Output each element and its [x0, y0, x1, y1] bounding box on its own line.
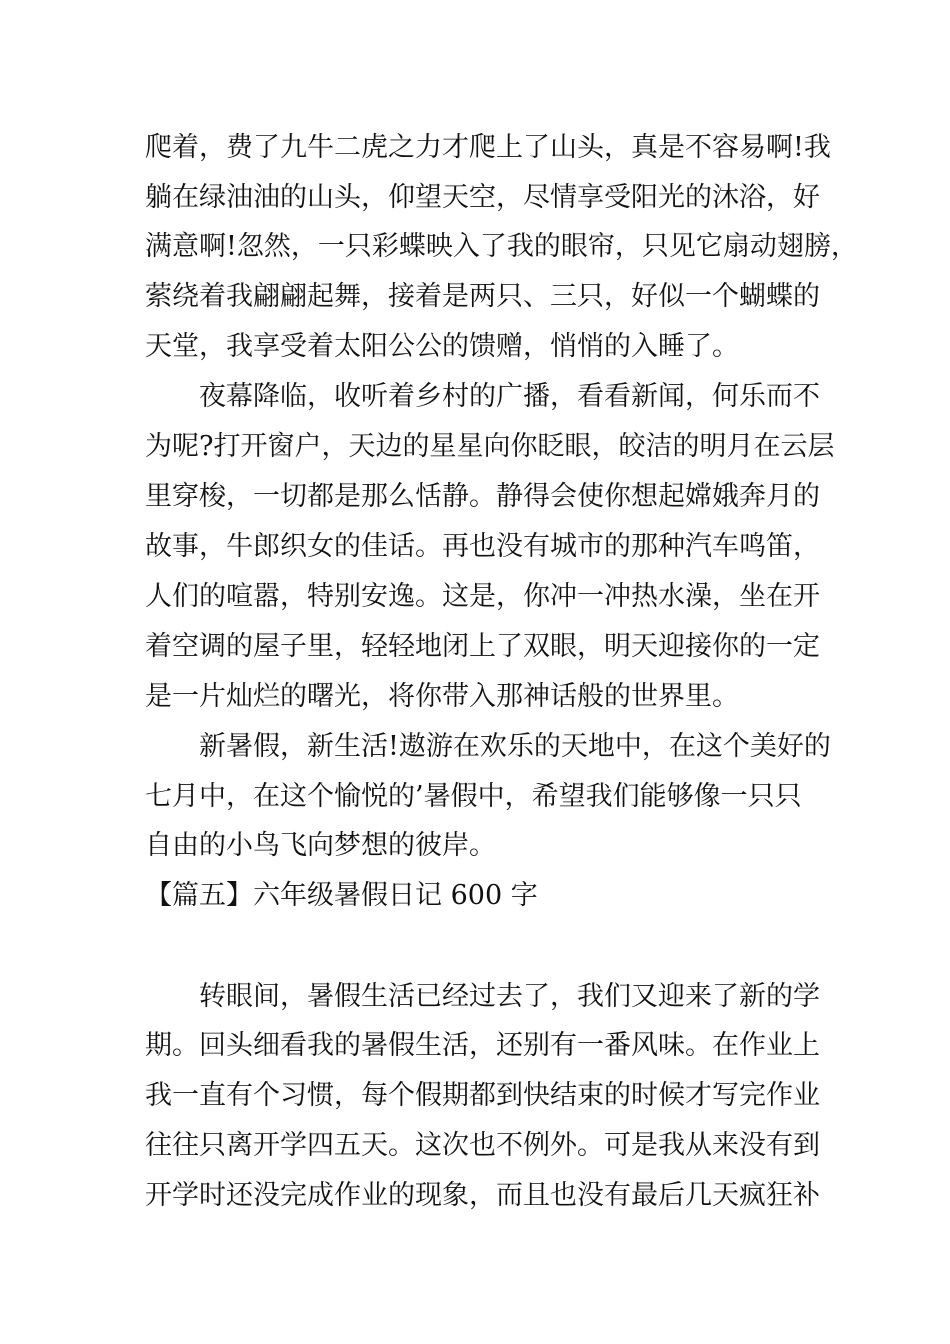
text-line: 为呢?打开窗户，天边的星星向你眨眼，皎洁的明月在云层 [145, 431, 835, 462]
text-line: 新暑假，新生活!遨游在欢乐的天地中，在这个美好的 [199, 731, 831, 762]
text-line: 着空调的屋子里，轻轻地闭上了双眼，明天迎接你的一定 [145, 631, 820, 662]
text-line: 满意啊!忽然，一只彩蝶映入了我的眼帘，只见它扇动翅膀， [145, 231, 858, 262]
text-line: 往往只离开学四五天。这次也不例外。可是我从来没有到 [145, 1130, 820, 1161]
text-line: 躺在绿油油的山头，仰望天空，尽情享受阳光的沐浴，好 [145, 182, 820, 213]
text-line: 夜幕降临，收听着乡村的广播，看看新闻，何乐而不 [199, 381, 820, 412]
text-line: 爬着，费了九牛二虎之力才爬上了山头，真是不容易啊!我 [145, 132, 831, 163]
text-line: 里穿梭，一切都是那么恬静。静得会使你想起嫦娥奔月的 [145, 481, 820, 512]
text-line: 七月中，在这个愉悦的’暑假中，希望我们能够像一只只 [145, 781, 802, 812]
text-line: 开学时还没完成作业的现象，而且也没有最后几天疯狂补 [145, 1180, 820, 1211]
text-line: 自由的小鸟飞向梦想的彼岸。 [145, 830, 496, 861]
text-line: 我一直有个习惯，每个假期都到快结束的时候才写完作业 [145, 1080, 820, 1111]
text-line: 期。回头细看我的暑假生活，还别有一番风味。在作业上 [145, 1030, 820, 1061]
text-line: 天堂，我享受着太阳公公的馈赠，悄悄的入睡了。 [145, 331, 739, 362]
section-heading: 【篇五】六年级暑假日记 600 字 [145, 880, 538, 911]
text-line: 故事，牛郎织女的佳话。再也没有城市的那种汽车鸣笛， [145, 531, 820, 562]
text-line: 萦绕着我翩翩起舞，接着是两只、三只，好似一个蝴蝶的 [145, 281, 820, 312]
text-line: 转眼间，暑假生活已经过去了，我们又迎来了新的学 [199, 981, 820, 1012]
text-line: 人们的喧嚣，特别安逸。这是，你冲一冲热水澡，坐在开 [145, 581, 820, 612]
text-line: 是一片灿烂的曙光，将你带入那神话般的世界里。 [145, 681, 739, 712]
